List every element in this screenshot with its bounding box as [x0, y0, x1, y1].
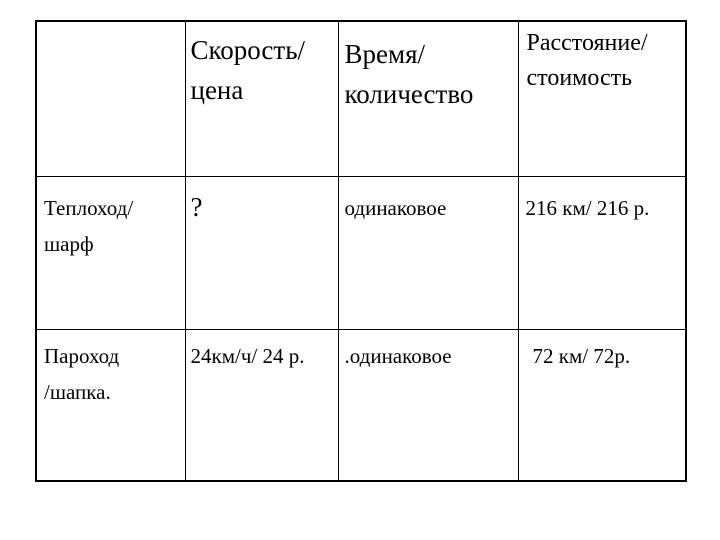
header-distance-cost-label: Расстояние/ стоимость — [526, 30, 648, 91]
table-row — [36, 329, 686, 481]
header-cell-time-quantity — [338, 21, 518, 176]
row-2-label: Пароход /шапка. — [44, 343, 120, 404]
header-cell-empty — [36, 21, 185, 176]
row-2-distance-cell — [518, 329, 686, 481]
comparison-table — [35, 20, 687, 482]
row-1-time-value: одинаковое — [344, 195, 447, 220]
table-row — [36, 176, 686, 329]
row-label-cell — [36, 329, 185, 481]
row-1-distance-cell — [518, 176, 686, 329]
row-1-speed-cell — [185, 176, 338, 329]
header-cell-speed-price — [185, 21, 338, 176]
header-cell-distance-cost — [518, 21, 686, 176]
row-1-time-cell — [338, 176, 518, 329]
row-2-time-cell — [338, 329, 518, 481]
row-1-distance-value: 216 км/ 216 р. — [525, 195, 650, 220]
row-2-distance-value: 72 км/ 72р. — [532, 343, 631, 368]
row-2-speed-value: 24км/ч/ 24 р. — [190, 343, 305, 368]
row-2-time-value: .одинаковое — [344, 343, 452, 368]
header-time-quantity-label: Время/ количество — [344, 39, 474, 109]
header-speed-price-label: Скорость/ цена — [190, 35, 306, 105]
header-row — [36, 21, 686, 176]
row-1-speed-value: ? — [190, 191, 203, 222]
row-1-label: Теплоход/ шарф — [44, 195, 134, 256]
row-2-speed-cell — [185, 329, 338, 481]
row-label-cell — [36, 176, 185, 329]
